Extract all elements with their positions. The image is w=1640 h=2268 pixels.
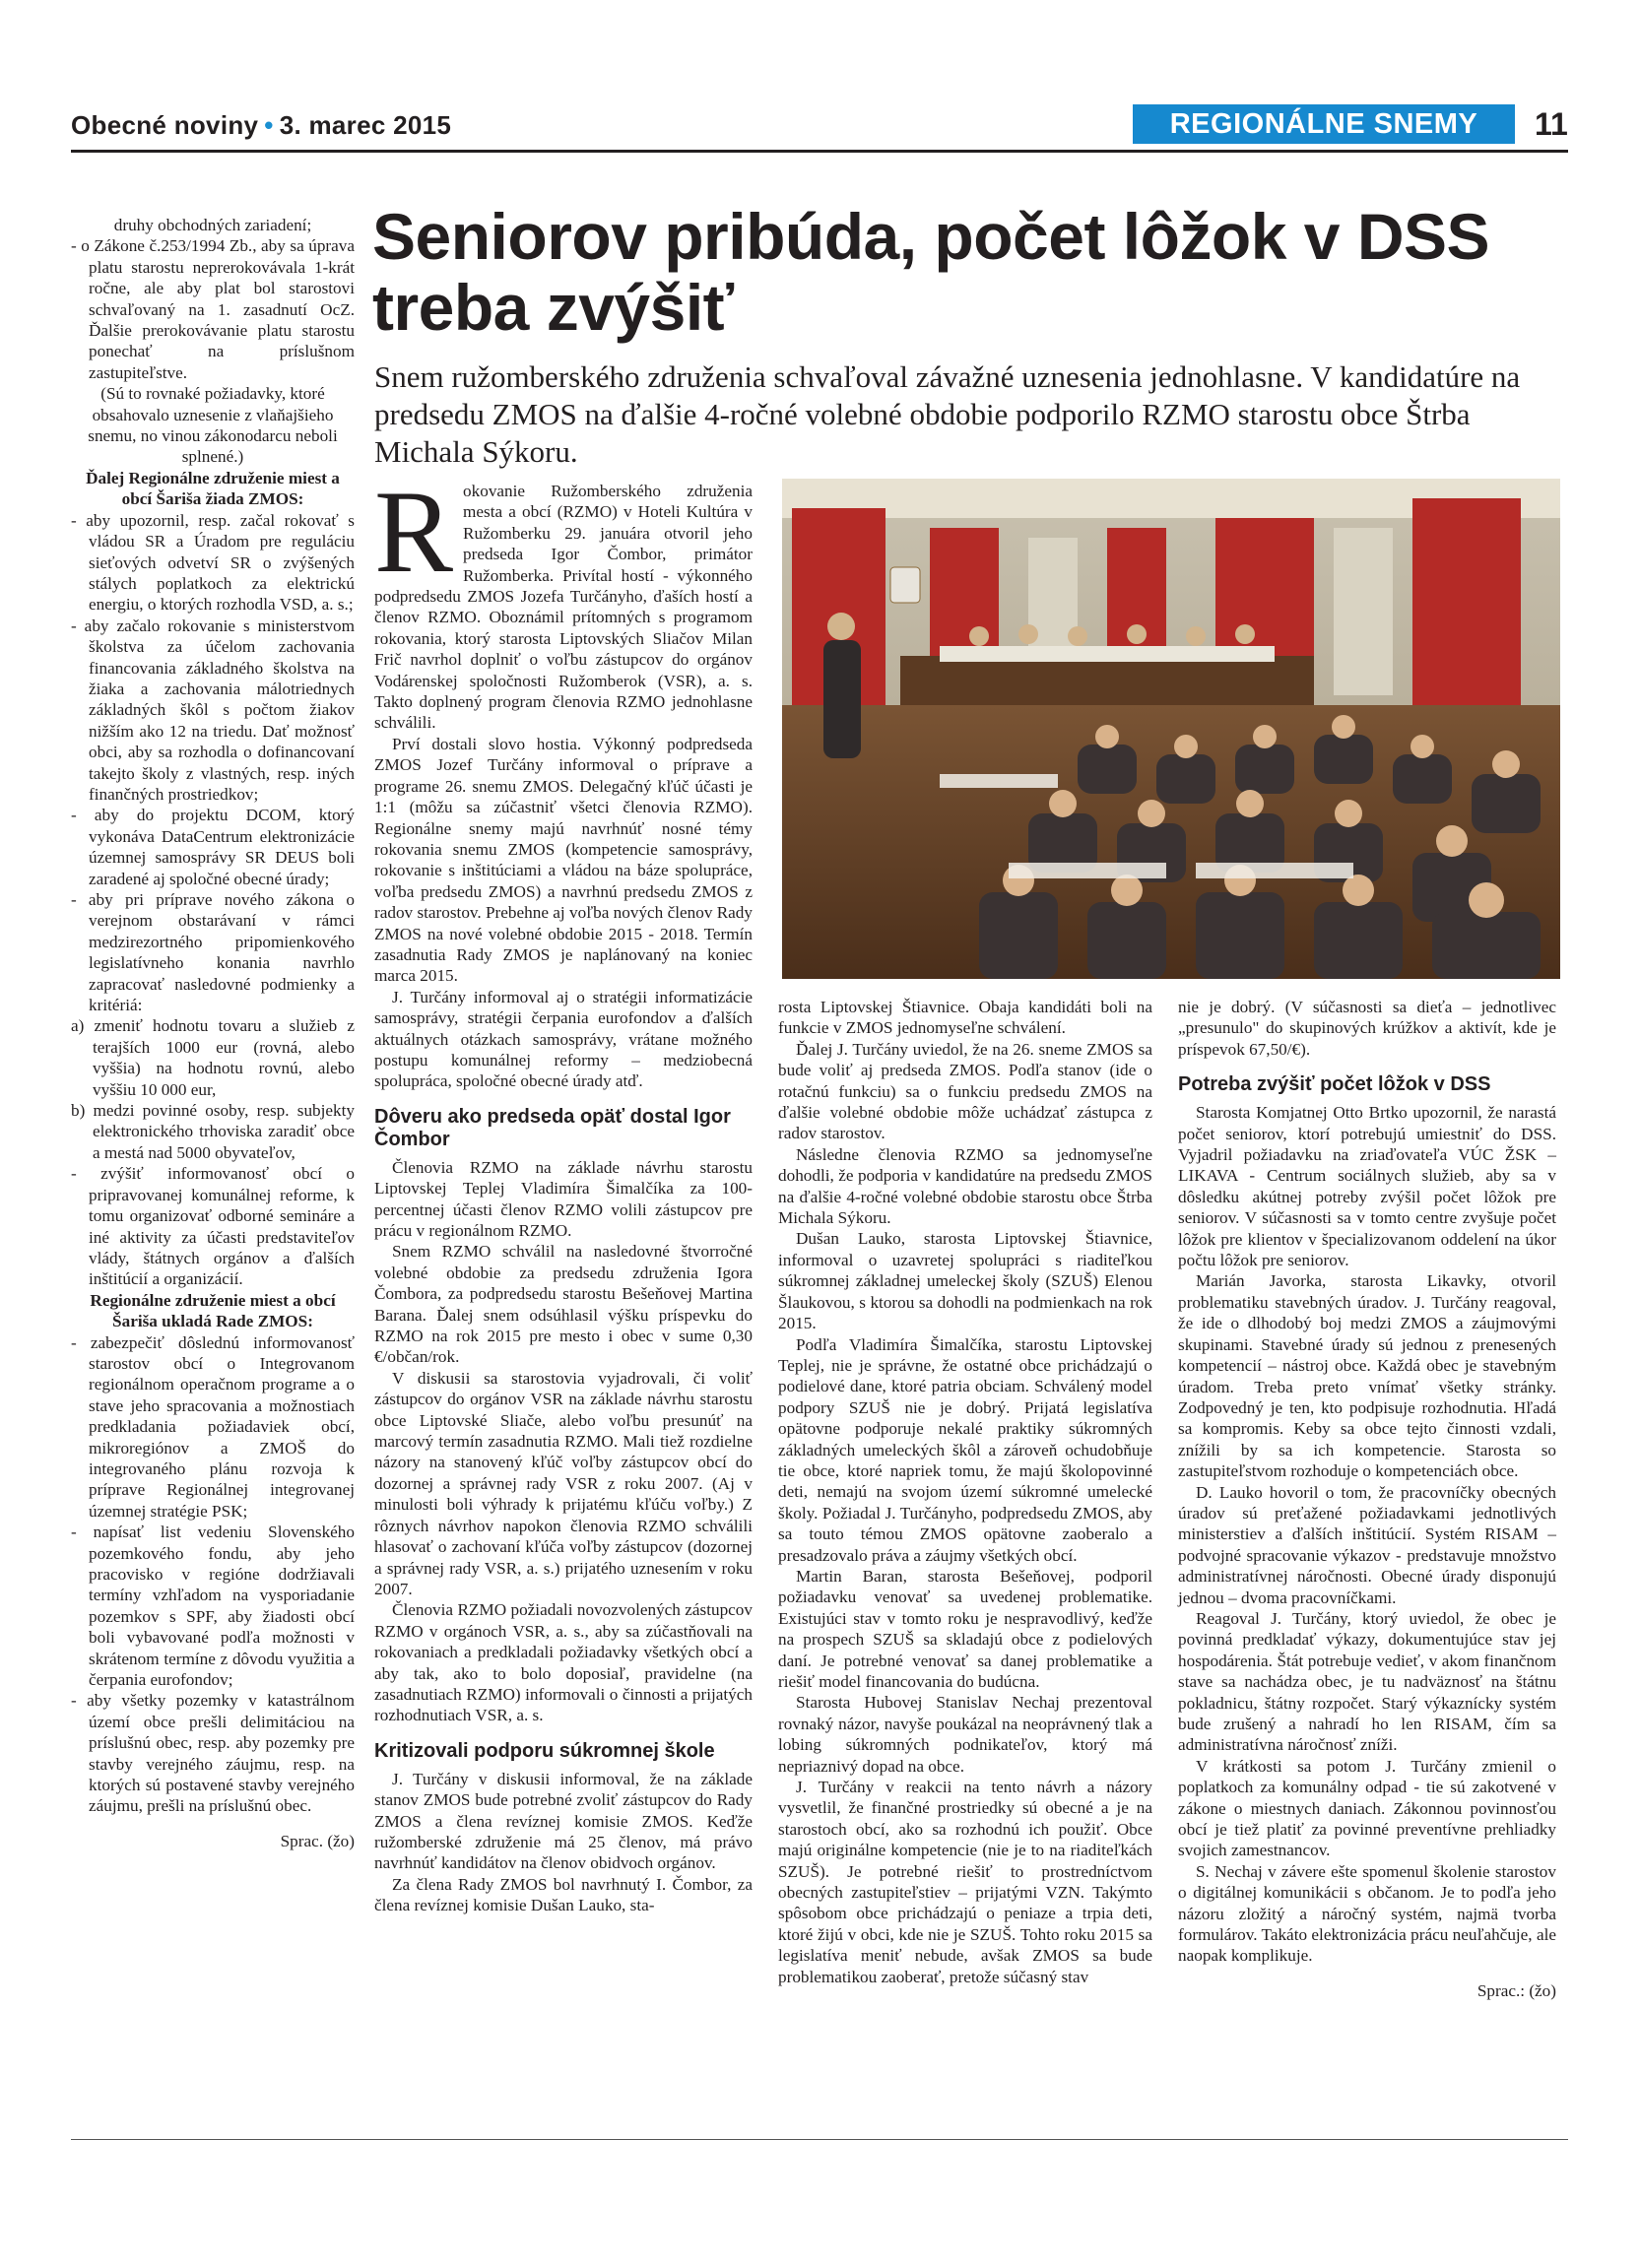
paragraph: Členovia RZMO požiadali novozvolených zástupcov RZMO v orgánoch VSR, a. s., aby sa zúčastňovali na rokovaniach a predkladali požiadavky všetkých obcí a aby tak, ako to bolo doposiaľ, pravidelne (na zasadnutiach RZMO) informovali o činnosti a prijatých rozhodnutiach VSR, a. s. xyxy=(374,1600,753,1725)
list-item: - o Zákone č.253/1994 Zb., aby sa úprava platu starostu neprerokovávala 1-krát ročne, ale aby plat bol starostovi schvaľovaný na 1. zasadnutí OcZ. Ďalšie prerokovávanie platu starostu ponechať na príslušnom zastupiteľstve. xyxy=(71,236,355,382)
list-item: a) zmeniť hodnotu tovaru a služieb z terajších 1000 eur (rovná, alebo vyššia) na hodnotu rovnú, alebo vyššiu 10 000 eur, xyxy=(71,1016,355,1099)
section-label: REGIONÁLNE SNEMY xyxy=(1133,104,1515,144)
meeting-photo xyxy=(782,479,1560,979)
list-item: b) medzi povinné osoby, resp. subjekty elektronického trhoviska zaradiť obce a mestá nad 5000 obyvateľov, xyxy=(71,1101,355,1162)
author-signature: Sprac.: (žo) xyxy=(1476,1980,1556,2000)
article-lead: Snem ružomberského združenia schvaľoval závažné uznesenia jednohlasne. V kandidatúre na predsedu ZMOS na ďalšie 4-ročné volebné obdobie podporilo RZMO starostu obce Štrba Michala Sýkoru. xyxy=(374,359,1521,469)
list-item: - aby všetky pozemky v katastrálnom území obce prešli delimitáciou na príslušnú obec, resp. aby pozemky pre stavby verejného záujmu, resp. na ktorých sú postavené stavby verejného záujmu, prešli na príslušnú obec. xyxy=(71,1691,355,1816)
paragraph: Za člena Rady ZMOS bol navrhnutý I. Čombor, za člena revíznej komisie Dušan Lauko, sta- xyxy=(374,1874,753,1915)
column-3 xyxy=(778,997,1152,1987)
paragraph: Podľa Vladimíra Šimalčíka, starostu Liptovskej Teplej, nie je správne, že ostatné obce prichádzajú o podielové dane, ktoré patria obciam. Schválený model podpory SZUŠ nie je dobrý. Prijatá legislatíva opätovne podporuje nekalé praktiky súkromných základných umeleckých škôl a zároveň ochudobňuje tie obce, ktoré napriek tomu, že majú školopovinné deti, nemajú na svojom území súkromné umelecké školy. Požiadal J. Turčányho, podpredsedu ZMOS, aby sa touto témou ZMOS opätovne zaoberalo a presadzovalo práva a záujmy všetkých obcí. xyxy=(778,1334,1152,1565)
paragraph: druhy obchodných zariadení; xyxy=(113,216,312,234)
header-rule xyxy=(71,150,1568,153)
list-item: - aby upozornil, resp. začal rokovať s vládou SR a Úradom pre reguláciu sieťových odvetví SR o zvýšených stálych poplatkoch za elektrickú energiu, o ktorých rozhodla VSD, a. s.; xyxy=(71,510,355,615)
paragraph: Prví dostali slovo hostia. Výkonný podpredseda ZMOS Jozef Turčány informoval o príprave a programe 26. snemu ZMOS. Delegačný kľúč účasti je 1:1 (môžu sa zúčastniť všetci členovia RZMO). Regionálne snemy majú navrhnúť nosné témy rokovania snemu ZMOS (kompetencie samosprávy, rokovanie s inštitúciami a vládou na báze spolupráce, voľba predsedu ZMOS) a navrhnú predsedu ZMOS z radov starostov. Prebehne aj voľba nových členov Rady ZMOS na nové volebné obdobie 2015 - 2018. Termín zasadnutia Rady ZMOS je naplánovaný na koniec marca 2015. xyxy=(374,734,753,986)
masthead xyxy=(71,110,451,141)
first-paragraph xyxy=(374,466,753,734)
paragraph: rosta Liptovskej Štiavnice. Obaja kandidáti boli na funkcie v ZMOS jednomyseľne schválení. xyxy=(778,998,1152,1038)
paragraph: S. Nechaj v závere ešte spomenul školenie starostov o digitálnej komunikácii s občanom. Je to podľa jeho názoru zložitý a náročný systém, najmä tvorba formulárov. Takáto elektronizácia prácu neuľahčuje, ale naopak komplikuje. xyxy=(1178,1861,1556,1966)
paragraph: (Sú to rovnaké požiadavky, ktoré obsahovalo uznesenie z vlaňajšieho snemu, no vinou zákonodarcu neboli splnené.) xyxy=(88,384,338,467)
paragraph: V diskusii sa starostovia vyjadrovali, či voliť zástupcov do orgánov VSR na základe návrhu starostu obce Liptovské Sliače, alebo voľbu presunúť na marcový termín zasadnutia RZMO. Mali tiež rozdielne názory na stanovený kľúč voľby zástupcov obcí do dozornej a správnej rady VSR z roku 2007. (Aj v minulosti boli výhrady k prijatému kľúču voľby.) Z rôznych návrhov napokon členovia RZMO schválili hlasovať o zachovaní kľúča voľby zástupcov (dozornej a správnej rady VSR, a. s.) prijatého uznesením v roku 2007. xyxy=(374,1368,753,1598)
list-item: - aby pri príprave nového zákona o verejnom obstarávaní v rámci medzirezortného pripomienkového legislatívneho konania navrhlo zapracovať nasledovné podmienky a kritériá: xyxy=(71,890,355,1015)
paragraph: Snem RZMO schválil na nasledovné štvorročné volebné obdobie za predsedu združenia Igora Čombora, za podpredsedu starostu Bešeňovej Martina Barana. Ďalej snem odsúhlasil výšku príspevku do RZMO na rok 2015 pre mesto i obec v sume 0,30 €/občan/rok. xyxy=(374,1242,753,1367)
paper-name: Obecné noviny xyxy=(71,110,259,140)
column-4 xyxy=(1178,997,1556,2001)
paragraph: Reagoval J. Turčány, ktorý uviedol, že obec je povinná predkladať výkazy, dokumentujúce stav jej hospodárenia. Štát potrebuje vedieť, v akom finančnom stave sa nachádza obec, je tu nadväznosť na štátnu pokladnicu, štátny rozpočet. Starý výkaznícky systém bude zrušený a nahradí ho len RISAM, čím sa administratívna náročnosť zníži. xyxy=(1178,1608,1556,1755)
list-item: - aby do projektu DCOM, ktorý vykonáva DataCentrum elektronizácie územnej samosprávy SR DEUS boli zaradené aj spoločné obecné úrady; xyxy=(71,806,355,888)
article-headline: Seniorov pribúda, počet lôžok v DSS treba zvýšiť xyxy=(372,200,1490,344)
paragraph: J. Turčány v reakcii na tento návrh a názory vysvetlil, že finančné prostriedky sú obecné a je na starostoch obcí, ako sa rozhodnú ich použiť. Obce majú originálne kompetencie (nie je to na riaditeľkách SZUŠ). Je potrebné riešiť to prostredníctvom obecných zastupiteľstiev – prijatými VZN. Takýmto spôsobom obce prichádzajú o peniaze a trpia deti, ktoré žijú v obci, kde nie je SZUŠ. Tohto roku 2015 sa legislatíva meniť nebude, avšak ZMOS sa bude problematikou zaoberať, pretože súčasný stav xyxy=(778,1778,1152,1986)
paragraph: J. Turčány v diskusii informoval, že na základe stanov ZMOS bude potrebné zvoliť zástupcov do Rady ZMOS a člena revíznej komisie ZMOS. Keďže ružomberské združenie má 25 členov, má právo navrhnúť kandidátov na členov obidvoch orgánov. xyxy=(374,1769,753,1873)
paragraph: nie je dobrý. (V súčasnosti sa dieťa – jednotlivec „presunulo" do skupinových krúžkov a aktivít, kde je príspevok 67,50/€). xyxy=(1178,998,1556,1059)
subheading: Potreba zvýšiť počet lôžok v DSS xyxy=(1178,1073,1491,1096)
issue-date: 3. marec 2015 xyxy=(279,110,452,140)
paragraph: D. Lauko hovoril o tom, že pracovníčky obecných úradov sú preťažené požiadavkami jednotlivých ministerstiev a ďalších inštitúcií. Systém RISAM – podvojné spracovanie výkazov - predstavuje množstvo administratívnej náročnosti. Obecné úrady disponujú jednou – dvoma pracovníčkami. xyxy=(1178,1482,1556,1607)
paragraph: Starosta Hubovej Stanislav Nechaj prezentoval rovnaký názor, navyše poukázal na neoprávnený tlak a lobing súkromných podnikateľov, ktorý má nepriaznivý dopad na obce. xyxy=(778,1693,1152,1776)
list-item: - zvýšiť informovanosť obcí o pripravovanej komunálnej reforme, k tomu organizovať odborné semináre a iné aktivity za účasti predstaviteľov vlády, štátnych orgánov a ďalších inštitúcií a organizácií. xyxy=(71,1164,355,1289)
paragraph: Marián Javorka, starosta Likavky, otvoril problematiku stavebných úradov. J. Turčány reagoval, že ide o dlhodobý boj medzi ZMOS a záujmovými skupinami. Stavebné úrady sú jednou z prenesených kompetencií – nástroj obce. Každá obec je stavebným úradom. Treba preto vnímať všetky stránky. Zodpovedný je ten, kto podpisuje rozhodnutia. Hľadá sa kompromis. Keby sa obce tejto činnosti vzdali, znížili by sa ich kompetencie. Starosta so zastupiteľstvom rozhoduje o kompetenciách obce. xyxy=(1178,1271,1556,1481)
paragraph: Martin Baran, starosta Bešeňovej, podporil požiadavku venovať sa uvedenej problematike. Existujúci stav v tomto roku je nespravodlivý, keďže na prospech SZUŠ sa skladajú obce z podielových daní. Je potrebné venovať sa danej problematike a riešiť model financovania do budúcna. xyxy=(778,1566,1152,1691)
page-number: 11 xyxy=(1535,106,1568,142)
paragraph: Ďalej J. Turčány uviedol, že na 26. sneme ZMOS sa bude voliť aj predseda ZMOS. Podľa stanov (ide o rotačnú funkciu) sa o funkciu predsedu ZMOS na ďalšie volebné obdobie môže uchádzať zástupca z radov starostov. xyxy=(778,1039,1152,1143)
list-item: - aby začalo rokovanie s ministerstvom školstva za účelom zachovania financovania základného školstva na žiaka a zachovania málotriednych základných škôl s počtom žiakov nižším ako 12 na triedu. Dať možnosť obci, aby sa rozhodla o dofinancovaní takejto školy z vlastných, resp. iných finančných prostriedkov; xyxy=(71,616,355,804)
subheading: Kritizovali podporu súkromnej škole xyxy=(374,1739,715,1762)
page-header xyxy=(71,102,1568,150)
paragraph: Členovia RZMO na základe návrhu starostu Liptovskej Teplej Vladimíra Šimalčíka za 100-percentnej účasti členov RZMO volili zástupcov pre prácu v regionálnom RZMO. xyxy=(374,1157,753,1240)
separator-dot: • xyxy=(264,110,274,140)
list-item: - napísať list vedeniu Slovenského pozemkového fondu, aby jeho pracovisko v regióne dodržiavali termíny vzhľadom na vysporiadanie pozemkov s SPF, aby žiadosti obcí boli vybavované podľa možnosti v skrátenom termíne z dôvodu využitia a čerpania eurofondov; xyxy=(71,1523,355,1690)
paragraph: Dušan Lauko, starosta Liptovskej Štiavnice, informoval o uzavretej spolupráci s riaditeľkou súkromnej základnej umeleckej školy (SZUŠ) Elenou Šlaukovou, s ktorou sa dohodli na podmienkach na rok 2015. xyxy=(778,1229,1152,1333)
paragraph: V krátkosti sa potom J. Turčány zmienil o poplatkoch za komunálny odpad - tie sú zakotvené v zákone o miestnych daniach. Zákonnou povinnosťou obcí je tiež platiť za povinné preventívne prehliadky svojich zamestnancov. xyxy=(1178,1756,1556,1860)
author-signature: Sprac. (žo) xyxy=(280,1831,355,1850)
paragraph: Následne členovia RZMO sa jednomyseľne dohodli, že podporia v kandidatúre na predsedu ZMOS na ďalšie 4-ročné volebné obdobie starostu obce Štrba Michala Sýkoru. xyxy=(778,1144,1152,1228)
drop-cap: R xyxy=(374,466,454,597)
paragraph-text: okovanie Ružomberského združenia mesta a obcí (RZMO) v Hoteli Kultúra v Ružomberku 29. januára otvoril jeho predseda Igor Čombor, primátor Ružomberka. Privítal hostí - výkonného podpredsedu ZMOS Jozefa Turčányho, ďaších hostí a členov RZMO. Oboznámil prítomných s programom rokovania, ktorý starosta Liptovských Sliačov Milan Frič navrhol doplniť o voľbu zástupcov do orgánov Vodárenskej spoločnosti Ružomberok (VSR), a. s. Takto doplnený program členovia RZMO jednohlasne schválili. xyxy=(374,482,753,733)
column-2 xyxy=(374,466,753,1916)
list-item: - zabezpečiť dôslednú informovanosť starostov obcí o Integrovanom regionálnom operačnom programe a o stave jeho spracovania a možnostiach predkladania požiadaviek obcí, mikroregiónov a ZMOŠ do integrovaného plánu rozvoja k príprave Regionálnej integrovanej územnej stratégie PSK; xyxy=(71,1332,355,1521)
footer-rule xyxy=(71,2139,1568,2140)
paragraph: Starosta Komjatnej Otto Brtko upozornil, že narastá počet seniorov, ktorí potrebujú umiestniť do DSS. Vyjadril požiadavku na zriaďovateľa VÚC ŽSK – LIKAVA - Centrum sociálnych služieb, aby sa v dôsledku akútnej potreby zvýšil počet lôžok pre seniorov. V súčasnosti sa v tomto centre zvyšuje počet lôžok pre klientov v špecializovanom oddelení na úkor počtu lôžok pre seniorov. xyxy=(1178,1103,1556,1270)
subheading: Regionálne združenie miest a obcí Šariša ukladá Rade ZMOS: xyxy=(90,1290,336,1331)
subheading: Dôveru ako predseda opäť dostal Igor Čombor xyxy=(374,1105,731,1150)
paragraph: J. Turčány informoval aj o stratégii informatizácie samosprávy, stratégii čerpania eurofondov a ďalších aktuálnych otázkach samosprávy, vrátane možného postupu komunálnej reformy – medziobecná spolupráca, spoločné obecné úrady atď. xyxy=(374,987,753,1091)
column-1 xyxy=(71,215,355,1851)
subheading: Ďalej Regionálne združenie miest a obcí Šariša žiada ZMOS: xyxy=(86,468,340,509)
